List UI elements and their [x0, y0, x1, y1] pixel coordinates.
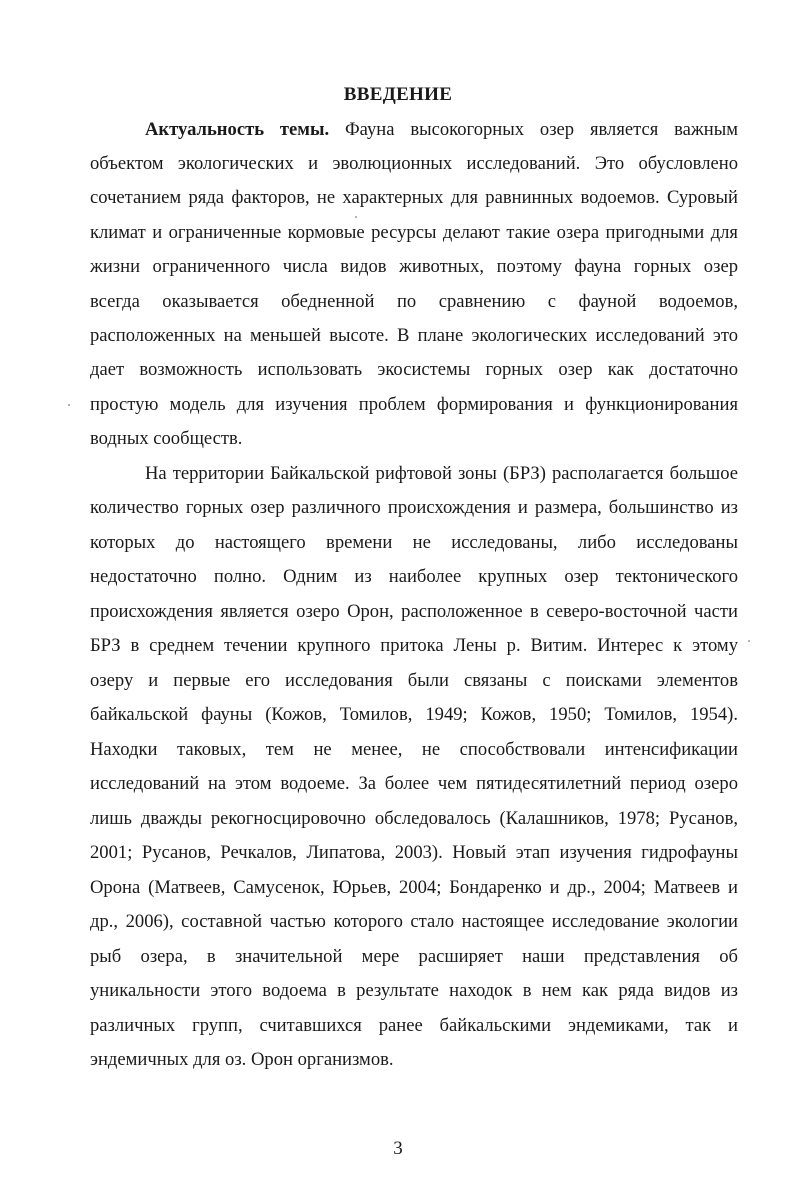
paragraph-1-line-1-text: Фауна высокогорных озер является важным: [344, 119, 738, 140]
page-number: 3: [393, 1138, 403, 1159]
section-heading: ВВЕДЕНИЕ: [343, 84, 453, 105]
scan-speck: [68, 404, 70, 406]
paragraph-2-line: Находки таковых, тем не менее, не способствовали интенсификации: [90, 739, 738, 760]
scan-speck: [355, 216, 357, 218]
paragraph-1-line-1: [145, 118, 738, 142]
paragraph-2-line: исследований на этом водоеме. За более чем пятидесятилетний период озеро: [90, 773, 738, 794]
paragraph-2-line: количество горных озер различного происхождения и размера, большинство из: [90, 497, 738, 518]
paragraph-1-line: простую модель для изучения проблем формирования и функционирования: [90, 394, 738, 415]
paragraph-2-line: Орона (Матвеев, Самусенок, Юрьев, 2004; Бондаренко и др., 2004; Матвеев и: [90, 877, 738, 898]
paragraph-1-line: сочетанием ряда факторов, не характерных для равнинных водоемов. Суровый: [90, 187, 738, 208]
paragraph-2-line: др., 2006), составной частью которого стало настоящее исследование экологии: [90, 911, 738, 932]
paragraph-2-line: На территории Байкальской рифтовой зоны (БРЗ) располагается большое: [145, 463, 738, 484]
paragraph-2-line: рыб озера, в значительной мере расширяет наши представления об: [90, 946, 738, 967]
scan-speck: [748, 640, 750, 642]
paragraph-1-line: всегда оказывается обедненной по сравнению с фауной водоемов,: [90, 291, 738, 312]
paragraph-1-line: водных сообществ.: [90, 428, 243, 449]
paragraph-2-line: БРЗ в среднем течении крупного притока Лены р. Витим. Интерес к этому: [90, 635, 738, 656]
paragraph-1-line: объектом экологических и эволюционных исследований. Это обусловлено: [90, 153, 738, 174]
paragraph-2-line: 2001; Русанов, Речкалов, Липатова, 2003). Новый этап изучения гидрофауны: [90, 842, 738, 863]
paragraph-1-line: климат и ограниченные кормовые ресурсы делают такие озера пригодными для: [90, 222, 738, 243]
paragraph-2-line: недостаточно полно. Одним из наиболее крупных озер тектонического: [90, 566, 738, 587]
paragraph-1-line: дает возможность использовать экосистемы горных озер как достаточно: [90, 359, 738, 380]
paragraph-2-line: эндемичных для оз. Орон организмов.: [90, 1049, 394, 1070]
paragraph-2-line: различных групп, считавшихся ранее байкальскими эндемиками, так и: [90, 1015, 738, 1036]
paragraph-1-line: жизни ограниченного числа видов животных, поэтому фауна горных озер: [90, 256, 738, 277]
paragraph-2-line: лишь дважды рекогносцировочно обследовалось (Калашников, 1978; Русанов,: [90, 808, 738, 829]
paragraph-2-line: уникальности этого водоема в результате находок в нем как ряда видов из: [90, 980, 738, 1001]
paragraph-2-line: которых до настоящего времени не исследованы, либо исследованы: [90, 532, 738, 553]
paragraph-1-line: расположенных на меньшей высоте. В плане экологических исследований это: [90, 325, 738, 346]
paragraph-2-line: озеру и первые его исследования были связаны с поисками элементов: [90, 670, 738, 691]
topic-relevance-label: Актуальность темы.: [145, 119, 330, 140]
paragraph-2-line: байкальской фауны (Кожов, Томилов, 1949; Кожов, 1950; Томилов, 1954).: [90, 704, 738, 725]
paragraph-2-line: происхождения является озеро Орон, расположенное в северо-восточной части: [90, 601, 738, 622]
